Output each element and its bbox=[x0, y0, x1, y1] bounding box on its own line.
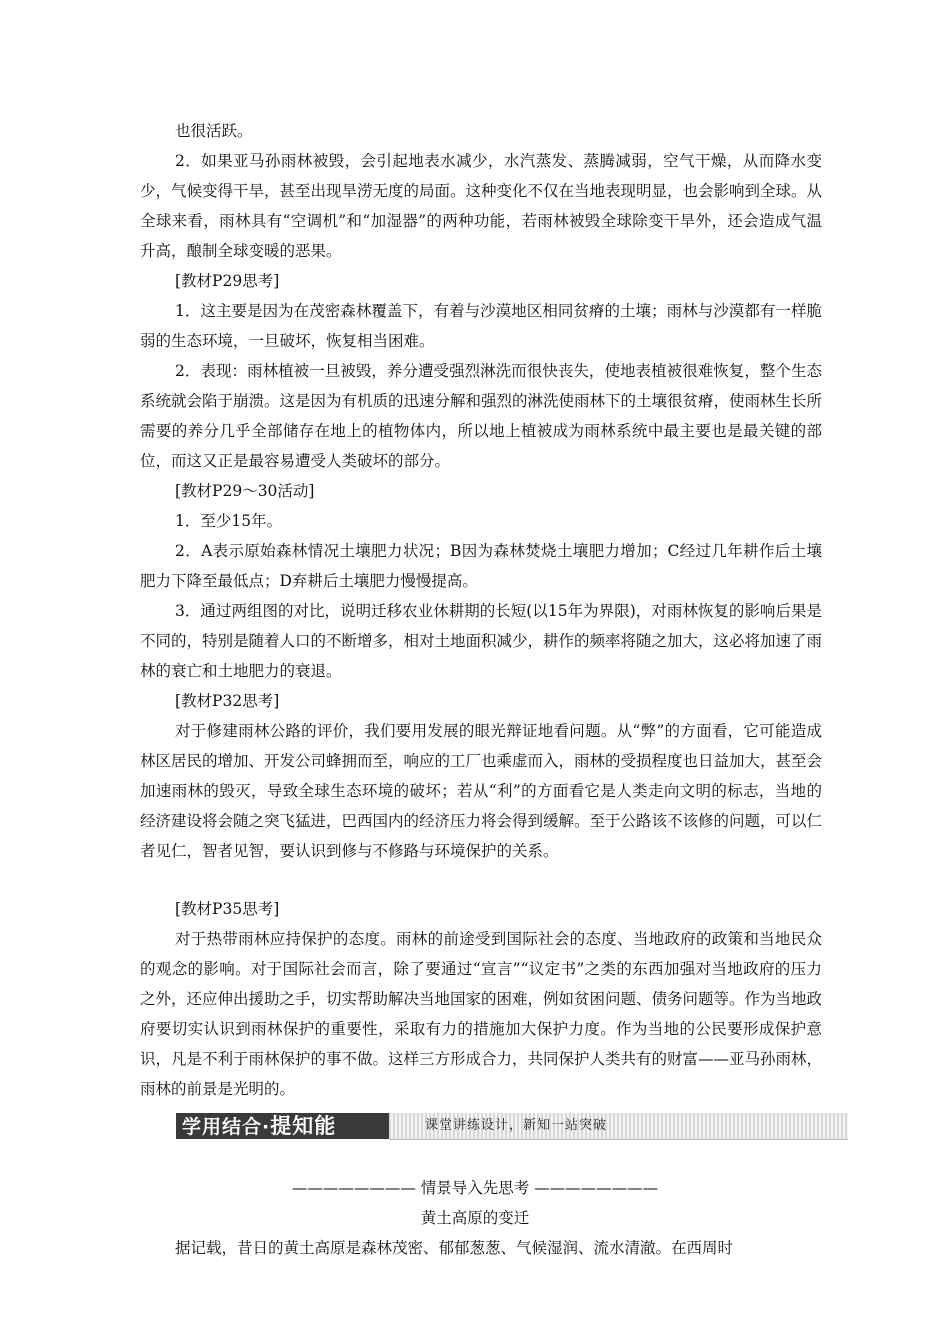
spacer bbox=[0, 866, 950, 894]
paragraph: 1．这主要是因为在茂密森林覆盖下，有着与沙漠地区相同贫瘠的土壤；雨林与沙漠都有一样脆弱的生态环境，一旦破坏，恢复相当困难。 bbox=[140, 302, 822, 350]
banner-subtitle-area bbox=[389, 1113, 848, 1140]
paragraph: 据记载，昔日的黄土高原是森林茂密、郁郁葱葱、气候湿润、流水清澈。在西周时 bbox=[175, 1239, 734, 1257]
banner-title-strong: 提知能 bbox=[270, 1114, 337, 1138]
paragraph: 2．A表示原始森林情况土壤肥力状况；B因为森林焚烧土壤肥力增加；C经过几年耕作后土壤肥力下降至最低点；D弃耕后土壤肥力慢慢提高。 bbox=[140, 542, 822, 590]
paragraph: 对于热带雨林应持保护的态度。雨林的前途受到国际社会的态度、当地政府的政策和当地民众的观念的影响。对于国际社会而言，除了要通过“宣言”“议定书”之类的东西加强对当地政府的压力之外，还应伸出援助之手，切实帮助解决当地国家的困难，例如贫困问题、债务问题等。作为当地政府要切实认识到雨林保护的重要性，采取有力的措施加大保护力度。作为当地的公民要形成保护意识，凡是不利于雨林保护的事不做。这样三方形成合力，共同保护人类共有的财富——亚马孙雨林，雨林的前景是光明的。 bbox=[140, 930, 823, 1098]
banner-title-normal: 学用结合· bbox=[182, 1116, 271, 1138]
paragraph: 2．如果亚马孙雨林被毁，会引起地表水减少，水汽蒸发、蒸腾减弱，空气干燥，从而降水变少，气候变得干旱，甚至出现旱涝无度的局面。这种变化不仅在当地表现明显，也会影响到全球。从全球来看，雨林具有“空调机”和“加湿器”的两种功能，若雨林被毁全球除变干旱外，还会造成气温升高，酿制全球变暖的恶果。 bbox=[140, 152, 823, 260]
section-label: [教材P32思考] bbox=[175, 692, 280, 710]
section-banner bbox=[176, 1109, 848, 1143]
paragraph: 3．通过两组图的对比，说明迁移农业休耕期的长短(以15年为界限)，对雨林恢复的影响后果是不同的，特别是随着人口的不断增多，相对土地面积减少，耕作的频率将随之加大，这必将加速了雨林的衰亡和土地肥力的衰退。 bbox=[140, 602, 823, 680]
section-subheading: 黄土高原的变迁 bbox=[420, 1209, 530, 1227]
banner-title bbox=[176, 1113, 389, 1139]
paragraph: 2．表现：雨林植被一旦被毁，养分遭受强烈淋洗而很快丧失，使地表植被很难恢复，整个生态系统就会陷于崩溃。这是因为有机质的迅速分解和强烈的淋洗使雨林下的土壤很贫瘠，使雨林生长所需要的养分几乎全部储存在地上的植物体内，所以地上植被成为雨林系统中最主要也是最关键的部位，而这又正是最容易遭受人类破坏的部分。 bbox=[140, 362, 823, 470]
section-heading: ———————— 情景导入先思考 ———————— bbox=[291, 1179, 659, 1197]
paragraph: 也很活跃。 bbox=[175, 122, 253, 140]
paragraph: 1．至少15年。 bbox=[175, 512, 283, 530]
section-label: [教材P29思考] bbox=[175, 272, 280, 290]
document-body bbox=[0, 116, 950, 1263]
section-label: [教材P29～30活动] bbox=[175, 482, 315, 500]
paragraph: 对于修建雨林公路的评价，我们要用发展的眼光辩证地看问题。从“弊”的方面看，它可能造成林区居民的增加、开发公司蜂拥而至，响应的工厂也乘虚而入，雨林的受损程度也日益加大，甚至会加速雨林的毁灭，导致全球生态环境的破坏；若从“利”的方面看它是人类走向文明的标志，当地的经济建设将会随之突飞猛进，巴西国内的经济压力将会得到缓解。至于公路该不该修的问题，可以仁者见仁，智者见智，要认识到修与不修路与环境保护的关系。 bbox=[140, 722, 823, 860]
section-label: [教材P35思考] bbox=[175, 900, 280, 918]
banner-subtitle: 课堂讲练设计，新知一站突破 bbox=[425, 1118, 608, 1133]
